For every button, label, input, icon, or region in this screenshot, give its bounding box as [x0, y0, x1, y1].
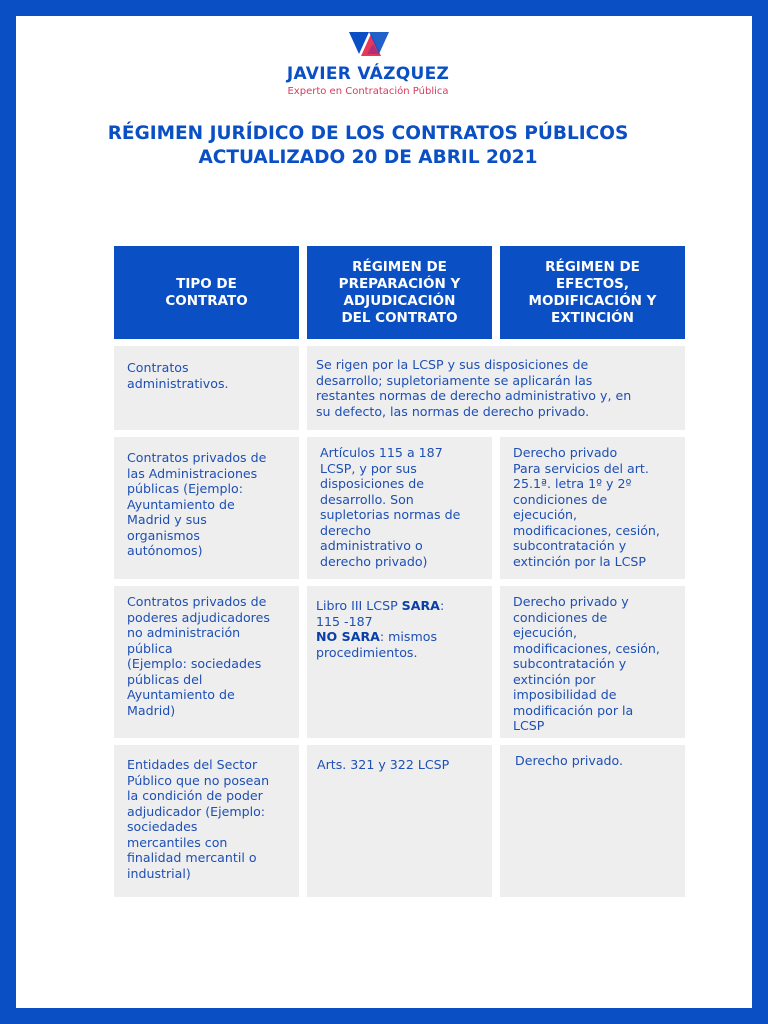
- row-3-preparacion: [307, 586, 492, 738]
- row-4-preparacion: Arts. 321 y 322 LCSP: [307, 745, 492, 897]
- row-3-prep-sara: SARA: [401, 598, 440, 613]
- row-2-tipo: Contratos privados de las Administraciones públicas (Ejemplo: Ayuntamiento de Madrid y sus organismos autónomos): [114, 437, 299, 579]
- title-line-1: RÉGIMEN JURÍDICO DE LOS CONTRATOS PÚBLICOS: [107, 123, 629, 144]
- row-3-prep-text-b: : 115 -187: [316, 598, 445, 629]
- header-tipo-contrato: TIPO DE CONTRATO: [114, 246, 299, 339]
- row-3-prep-text-a: Libro III LCSP: [316, 598, 402, 613]
- header-regimen-efectos: RÉGIMEN DE EFECTOS, MODIFICACIÓN Y EXTINCIÓN: [500, 246, 685, 339]
- row-2-preparacion: Artículos 115 a 187 LCSP, y por sus disposiciones de desarrollo. Son supletorias normas de derecho administrativo o derecho privado): [307, 437, 492, 579]
- logo-name: JAVIER VÁZQUEZ: [286, 64, 450, 84]
- row-3-prep-nosara: NO SARA: [316, 629, 380, 644]
- title-line-2: ACTUALIZADO 20 DE ABRIL 2021: [198, 147, 538, 168]
- document-title: [0, 122, 752, 170]
- row-4-tipo: Entidades del Sector Público que no posean la condición de poder adjudicador (Ejemplo: sociedades mercantiles con finalidad mercantil o industrial): [114, 745, 299, 897]
- header-regimen-preparacion: RÉGIMEN DE PREPARACIÓN Y ADJUDICACIÓN DEL CONTRATO: [307, 246, 492, 339]
- row-3-prep-text-c: : mismos procedimientos.: [316, 629, 438, 660]
- row-4-efectos: Derecho privado.: [500, 745, 685, 897]
- row-1-tipo: Contratos administrativos.: [114, 346, 299, 430]
- logo-subtitle: Experto en Contratación Pública: [287, 86, 449, 97]
- row-3-efectos: Derecho privado y condiciones de ejecución, modificaciones, cesión, subcontratación y extinción por imposibilidad de modificación por la LCSP: [500, 586, 685, 738]
- row-2-efectos: Derecho privado Para servicios del art. 25.1ª. letra 1º y 2º condiciones de ejecución, modificaciones, cesión, subcontratación y extinción por la LCSP: [500, 437, 685, 579]
- row-1-regimen-merged: Se rigen por la LCSP y sus disposiciones de desarrollo; supletoriamente se aplicarán las restantes normas de derecho administrativo y, en su defecto, las normas de derecho privado.: [307, 346, 685, 430]
- row-3-tipo: Contratos privados de poderes adjudicadores no administración pública (Ejemplo: sociedades públicas del Ayuntamiento de Madrid): [114, 586, 299, 738]
